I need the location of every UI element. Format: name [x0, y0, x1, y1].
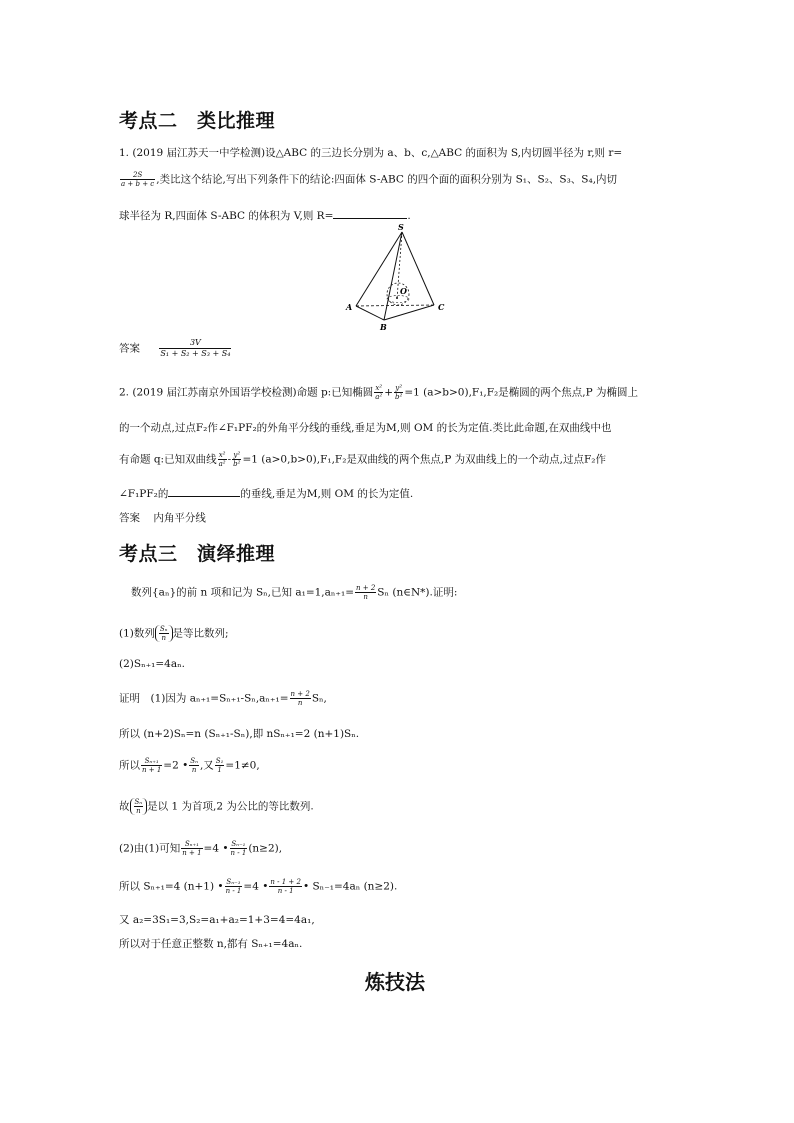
- proof-line-4: 故 $\frac{\text{Sₙ}}{n}$ 是以 1 为首项,2 为公比的等比数列.: [119, 798, 314, 815]
- proof-line-2: 所以 (n+2)Sₙ=n (Sₙ₊₁-Sₙ),即 nSₙ₊₁=2 (n+1)Sₙ.: [119, 728, 360, 740]
- problem-intro: 数列{aₙ}的前 n 项和记为 Sₙ,已知 a₁=1,aₙ₊₁= $\frac{n + 2}{n}$ Sₙ (n∈N*).证明:: [131, 584, 458, 601]
- label-B: B: [380, 322, 387, 332]
- proof-line-3: 所以 $\frac{\text{Sₙ₊₁}}{n + 1}$ =2 • $\frac{\text{Sₙ}}{n}$ ,又 $\frac{\text{S₁}}{1}$ =1≠0,: [119, 757, 260, 774]
- question-2-answer: 答案 内角平分线: [119, 512, 206, 524]
- question-2-line-1: 2. (2019 届江苏南京外国语学校检测)命题 p:已知椭圆 $\frac{\text{x²}}{\text{a²}}$ + $\frac{\text{y²}}{\text{b²}}$ =1 (a>b>0),F₁,F₂是椭圆的两个焦点,P 为椭圆上: [119, 384, 638, 401]
- proof-line-7: 又 a₂=3S₁=3,S₂=a₁+a₂=1+3=4=4a₁,: [119, 914, 315, 926]
- question-2-line-2: 的一个动点,过点F₂作∠F₁PF₂的外角平分线的垂线,垂足为M,则 OM 的长为定值.类比此命题,在双曲线中也: [119, 422, 612, 434]
- proof-line-5: (2)由(1)可知 $\frac{\text{Sₙ₊₁}}{n + 1}$ =4 • $\frac{\text{Sₙ₋₁}}{n - 1}$ (n≥2),: [119, 840, 283, 857]
- ellipse-x-term: $\frac{\text{x²}}{\text{a²}}$: [375, 384, 383, 401]
- hyperbola-y-term: $\frac{\text{y²}}{\text{b²}}$: [233, 451, 241, 468]
- label-S: S: [398, 222, 404, 232]
- question-2-line-3: 有命题 q:已知双曲线 $\frac{\text{x²}}{\text{a²}}$ - $\frac{\text{y²}}{\text{b²}}$ =1 (a>0,b>0),F₁,F₂是双曲线的两个焦点,P 为双曲线上的一个动点,过点F₂作: [119, 451, 606, 468]
- proof-line-8: 所以对于任意正整数 n,都有 Sₙ₊₁=4aₙ.: [119, 938, 303, 950]
- fraction-r: $\frac{2S}{a + b + c}$: [121, 171, 155, 188]
- section-title-analogy: 考点二 类比推理: [119, 110, 276, 132]
- proof-line-6: 所以 Sₙ₊₁=4 (n+1) • $\frac{\text{Sₙ₋₁}}{n - 1}$ =4 • $\frac{n - 1 + 2}{n - 1}$ • Sₙ₋₁=4aₙ (n≥2).: [119, 878, 398, 895]
- question-2-line-4: ∠F₁PF₂的 的垂线,垂足为M,则 OM 的长为定值.: [119, 488, 414, 500]
- tetrahedron-figure: [340, 222, 452, 332]
- label-A: A: [346, 302, 353, 312]
- problem-item-1: (1)数列 $\frac{\text{Sₙ}}{n}$ 是等比数列;: [119, 625, 229, 642]
- ellipse-y-term: $\frac{\text{y²}}{\text{b²}}$: [395, 384, 403, 401]
- problem-item-2: (2)Sₙ₊₁=4aₙ.: [119, 658, 185, 670]
- question-1-line-2: $\frac{2S}{a + b + c}$ ,类比这个结论,写出下列条件下的结论:四面体 S-ABC 的四个面的面积分别为 S₁、S₂、S₃、S₄,内切: [121, 171, 618, 188]
- question-1-line-1: 1. (2019 届江苏天一中学检测)设△ABC 的三边长分别为 a、b、c,△ABC 的面积为 S,内切圆半径为 r,则 r=: [119, 147, 623, 159]
- label-C: C: [438, 302, 445, 312]
- hyperbola-x-term: $\frac{\text{x²}}{\text{a²}}$: [218, 451, 226, 468]
- question-1-line-3: 球半径为 R,四面体 S-ABC 的体积为 V,则 R= .: [119, 210, 411, 222]
- proof-line-1: 证明 (1)因为 aₙ₊₁=Sₙ₊₁-Sₙ,aₙ₊₁= $\frac{n + 2}{n}$ Sₙ,: [119, 690, 327, 707]
- section-title-deduction: 考点三 演绎推理: [119, 543, 276, 565]
- answer-blank: [333, 208, 407, 219]
- answer-blank-2: [168, 486, 240, 497]
- answer-fraction: $\frac{3V}{\text{S₁ + S₂ + S₃ + S₄}}$: [160, 338, 231, 358]
- label-O: O: [400, 286, 407, 296]
- question-1-answer: 答案 $\frac{3V}{\text{S₁ + S₂ + S₃ + S₄}}$: [119, 338, 231, 358]
- section-title-techniques: 炼技法: [365, 970, 425, 994]
